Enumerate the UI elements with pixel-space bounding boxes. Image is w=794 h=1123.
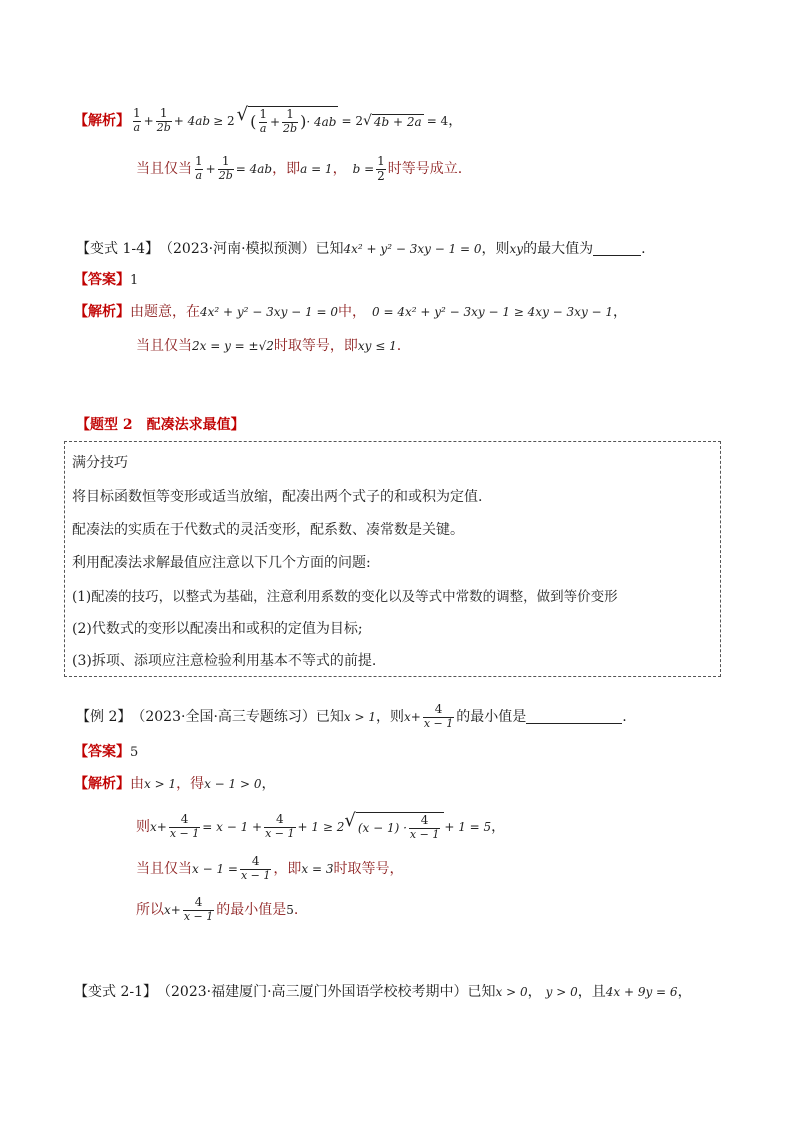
- analysis-3-line-2: 则 x + $\frac{4}{x - 1}$ = x − 1 + $\frac{4}{x - 1}$ + 1 ≥ 2 √ (x − 1) · $\frac{4}{x - 1}$ + 1 = 5 ，: [136, 810, 506, 842]
- tips-title: 满分技巧: [72, 455, 128, 471]
- tips-line-1: 将目标函数恒等变形或适当放缩，配凑出两个式子的和或积为定值.: [72, 489, 483, 505]
- analysis-line-2: 当且仅当 $\frac{1}{a}$ + $\frac{1}{2b}$ = 4ab ，即 a = 1 ， b = $\frac{1}{2}$ 时等号成立.: [136, 153, 463, 183]
- analysis-3-line-3: 当且仅当 x − 1 = $\frac{4}{x - 1}$ ，即 x = 3 时取等号，: [136, 854, 404, 883]
- term-4ab: + 4ab: [173, 114, 211, 128]
- answer-line-2: 【答案】 5: [74, 744, 139, 760]
- tips-line-6: (3)拆项、添项应注意检验利用基本不等式的前提.: [72, 653, 377, 669]
- sqrt-product: √ ( $\frac{1}{a}$ + $\frac{1}{2b}$ ) · 4ab: [236, 104, 337, 136]
- analysis-3-line-1: 【解析】 由 x > 1 ，得 x − 1 > 0 ，: [74, 776, 276, 792]
- example-2-line: 【例 2】 （2023·全国·高三专题练习）已知 x > 1 ，则 x + $\frac{4}{x - 1}$ 的最小值是 .: [76, 702, 627, 731]
- sqrt-product-2: √ (x − 1) · $\frac{4}{x - 1}$: [344, 812, 444, 841]
- topic-2-heading: 【题型 2 配凑法求最值】: [76, 417, 245, 433]
- fraction-1-over-2b: $\frac{1}{2b}$: [156, 106, 171, 135]
- variant-2-1-line: 【变式 2-1】 （2023·福建厦门·高三厦门外国语学校校考期中）已知 x > 0 ， y > 0 ，且 4x + 9y = 6 ，: [74, 984, 692, 1000]
- fraction-1-over-a: $\frac{1}{a}$: [133, 106, 141, 135]
- sqrt-4b-2a: √ 4b + 2a: [362, 113, 422, 129]
- analysis-2-line-2: 当且仅当 2x = y = ±√2 时取等号，即 xy ≤ 1 .: [136, 338, 402, 354]
- analysis-line-1: 【解析】 $\frac{1}{a}$ + $\frac{1}{2b}$ + 4ab ≥ 2 √ ( $\frac{1}{a}$ + $\frac{1}{2b}$ ) · 4ab = 2 √ 4b + 2a = 4 ，: [74, 104, 463, 136]
- tips-line-4: (1)配凑的技巧，以整式为基础，注意利用系数的变化以及等式中常数的调整，做到等价变形: [72, 589, 618, 605]
- tips-line-5: (2)代数式的变形以配凑出和或积的定值为目标;: [72, 621, 363, 637]
- tips-line-3: 利用配凑法求解最值应注意以下几个方面的问题:: [72, 555, 371, 571]
- tips-line-2: 配凑法的实质在于代数式的灵活变形，配系数、凑常数是关键。: [72, 522, 464, 538]
- answer-line-1: 【答案】 1: [74, 272, 139, 288]
- analysis-label: 【解析】: [74, 113, 130, 129]
- analysis-2-line-1: 【解析】 由题意，在 4x² + y² − 3xy − 1 = 0 中， 0 = 4x² + y² − 3xy − 1 ≥ 4xy − 3xy − 1 ，: [74, 304, 628, 320]
- answer-blank-2: [526, 711, 622, 724]
- answer-blank: [593, 243, 641, 256]
- variant-1-4-line: 【变式 1-4】 （2023·河南·模拟预测）已知 4x² + y² − 3xy − 1 = 0 ，则 xy 的最大值为 .: [76, 241, 646, 257]
- analysis-3-line-4: 所以 x + $\frac{4}{x - 1}$ 的最小值是 5 .: [136, 895, 299, 924]
